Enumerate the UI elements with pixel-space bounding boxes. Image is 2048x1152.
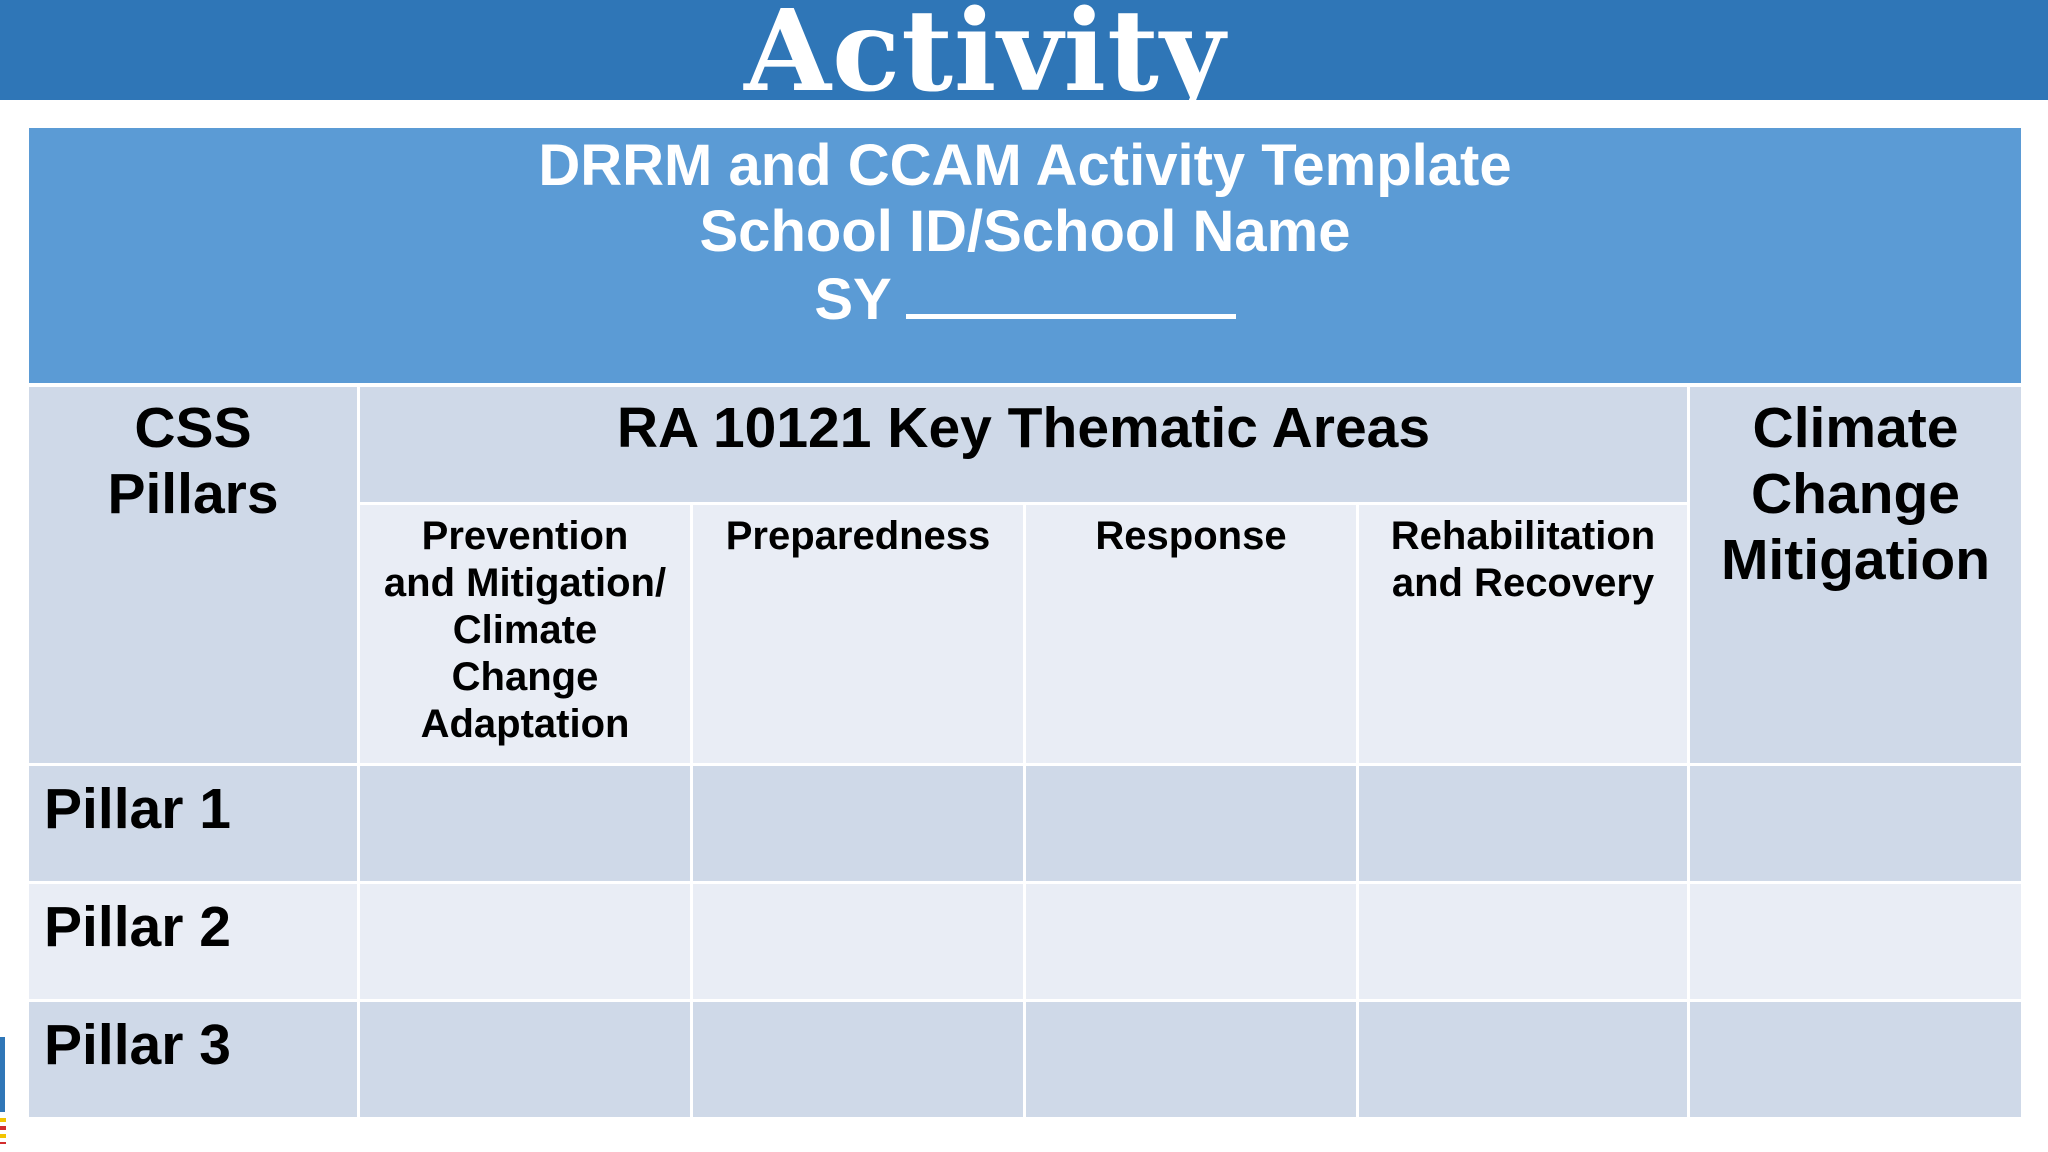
preparedness-header [693, 505, 1023, 763]
pillar-2-label: Pillar 2 [29, 884, 357, 999]
table-cell [1026, 1002, 1356, 1117]
table-cell [1026, 884, 1356, 999]
prevention-mitigation-header [360, 505, 690, 763]
table-cell [1359, 884, 1687, 999]
school-name-line: School ID/School Name [699, 199, 1351, 264]
table-cell [1690, 766, 2021, 881]
edge-color-dots [0, 1118, 6, 1144]
rehabilitation-recovery-header [1359, 505, 1687, 763]
table-cell [693, 1002, 1023, 1117]
sub-header-line: Adaptation [420, 702, 630, 746]
table-cell [1026, 766, 1356, 881]
climate-change-mitigation-header [1690, 387, 2021, 763]
sub-header-line: Prevention [421, 514, 629, 558]
table-cell [360, 766, 690, 881]
sub-header-line: Change [451, 655, 599, 699]
school-year-label: SY [814, 267, 892, 332]
table-cell [1359, 766, 1687, 881]
css-pillars-header-line: CSS [134, 396, 252, 460]
table-cell [1690, 884, 2021, 999]
sub-header-line: Response [1095, 514, 1287, 558]
table-cell [1359, 1002, 1687, 1117]
climate-header-line: Mitigation [1720, 528, 1991, 592]
css-pillars-header [29, 387, 357, 763]
activity-table [29, 387, 2021, 1117]
climate-header-line: Climate [1752, 396, 1959, 460]
slide-title: Activity [744, 0, 1226, 117]
table-cell [360, 1002, 690, 1117]
climate-header-line: Change [1750, 462, 1961, 526]
school-year-line [29, 264, 2021, 332]
table-cell [1690, 1002, 2021, 1117]
table-cell [693, 766, 1023, 881]
sub-header-line: Climate [452, 608, 598, 652]
template-title: DRRM and CCAM Activity Template [538, 133, 1512, 198]
response-header [1026, 505, 1356, 763]
sub-header-line: Preparedness [725, 514, 991, 558]
sub-header-line: and Mitigation/ [383, 561, 667, 605]
school-year-blank [906, 264, 1236, 319]
pillar-1-label: Pillar 1 [29, 766, 357, 881]
pillar-3-label: Pillar 3 [29, 1002, 357, 1117]
title-band [0, 0, 2048, 117]
thematic-areas-header: RA 10121 Key Thematic Areas [360, 387, 1687, 502]
edge-accent-bar [0, 1037, 5, 1112]
template-header [29, 128, 2021, 383]
sub-header-line: Rehabilitation [1390, 514, 1656, 558]
table-cell [693, 884, 1023, 999]
sub-header-line: and Recovery [1391, 561, 1655, 605]
table-cell [360, 884, 690, 999]
css-pillars-header-line: Pillars [107, 462, 279, 526]
